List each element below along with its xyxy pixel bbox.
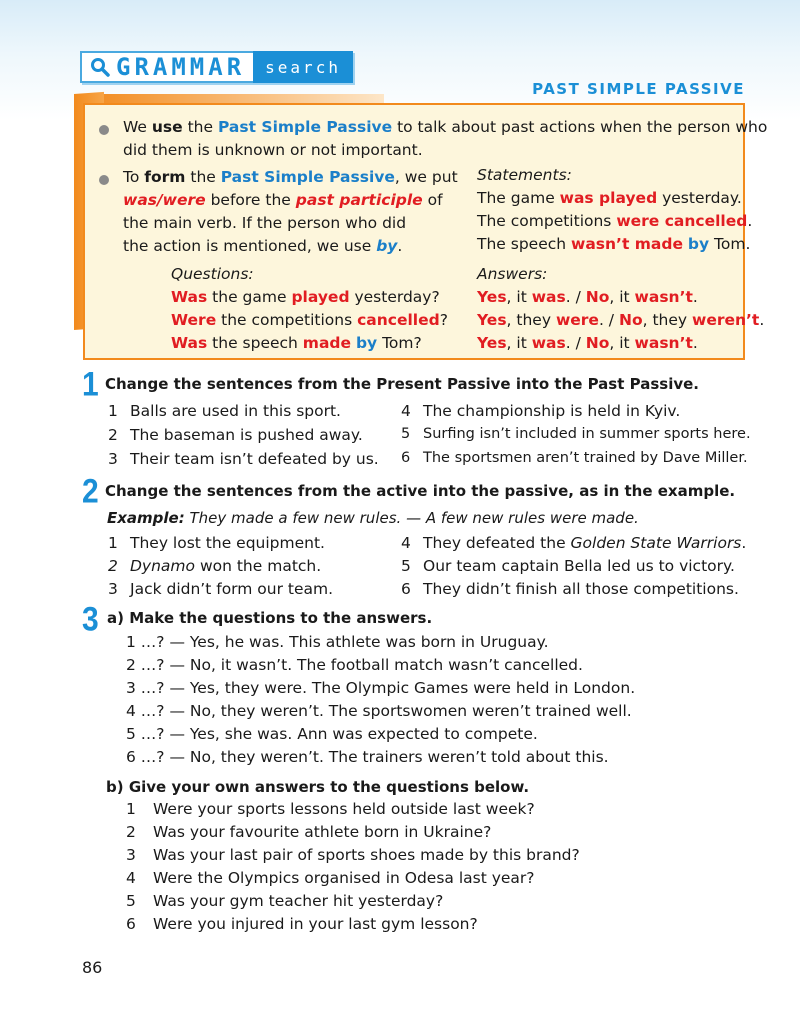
list-item: 6 They didn’t finish all those competitions. xyxy=(401,580,739,598)
exercise-3a-title: a) Make the questions to the answers. xyxy=(107,609,433,627)
exercise-2-number: 2 xyxy=(82,472,99,511)
list-item: 5 …? — Yes, she was. Ann was expected to compete. xyxy=(126,725,538,743)
list-item: 1 Were your sports lessons held outside last week? xyxy=(126,800,535,818)
statements-block: Statements: The game was played yesterday. The competitions were cancelled. The speech wasn’t made by Tom. xyxy=(477,166,753,253)
rule-use: We use the Past Simple Passive to talk about past actions when the person who did them is unknown or not important. xyxy=(123,118,768,159)
exercise-1-title: Change the sentences from the Present Passive into the Past Passive. xyxy=(105,375,699,393)
example-line: Example: They made a few new rules. — A few new rules were made. xyxy=(107,509,639,527)
list-item: 4 …? — No, they weren’t. The sportswomen weren’t trained well. xyxy=(126,702,632,720)
grammar-word: GRAMMAR xyxy=(116,53,246,81)
list-item: 2 The baseman is pushed away. xyxy=(108,426,363,444)
list-item: 4 Were the Olympics organised in Odesa last year? xyxy=(126,869,535,887)
exercise-1-number: 1 xyxy=(82,365,99,404)
list-item: 6 The sportsmen aren’t trained by Dave Miller. xyxy=(401,450,748,466)
exercise-2-title: Change the sentences from the active into the passive, as in the example. xyxy=(105,482,736,500)
list-item: 3 Was your last pair of sports shoes made by this brand? xyxy=(126,846,580,864)
list-item: 4 The championship is held in Kyiv. xyxy=(401,402,681,420)
exercise-3-number: 3 xyxy=(82,600,99,639)
topic-title: PAST SIMPLE PASSIVE xyxy=(532,80,745,98)
rule-form: To form the Past Simple Passive, we put was/were before the past participle of the main verb. If the person who did the action is mentioned, we use by. xyxy=(123,168,458,255)
grammar-search-header xyxy=(80,51,353,83)
list-item: 5 Was your gym teacher hit yesterday? xyxy=(126,892,444,910)
grammar-label-box xyxy=(80,51,253,83)
list-item: 1 …? — Yes, he was. This athlete was born in Uruguay. xyxy=(126,633,549,651)
bullet-icon xyxy=(99,125,109,135)
list-item: 3 …? — Yes, they were. The Olympic Games were held in London. xyxy=(126,679,636,697)
questions-block: Questions: Was the game played yesterday? Were the competitions cancelled? Was the speech made by Tom? xyxy=(171,265,448,352)
search-word: search xyxy=(253,51,353,83)
list-item: 6 …? — No, they weren’t. The trainers weren’t told about this. xyxy=(126,748,609,766)
list-item: 2 Dynamo won the match. xyxy=(108,557,322,575)
list-item: 6 Were you injured in your last gym lesson? xyxy=(126,915,478,933)
answers-block: Answers: Yes, it was. / No, it wasn’t. Yes, they were. / No, they weren’t. Yes, it was. / No, it wasn’t. xyxy=(477,265,765,352)
grammar-rule-box xyxy=(83,103,768,360)
bullet-icon xyxy=(99,175,109,185)
list-item: 1 Balls are used in this sport. xyxy=(108,402,341,420)
list-item: 2 …? — No, it wasn’t. The football match wasn’t cancelled. xyxy=(126,656,583,674)
list-item: 3 Jack didn’t form our team. xyxy=(108,580,334,598)
list-item: 2 Was your favourite athlete born in Ukraine? xyxy=(126,823,492,841)
list-item: 3 Their team isn’t defeated by us. xyxy=(108,450,379,468)
exercise-3b-title: b) Give your own answers to the questions below. xyxy=(106,778,530,796)
list-item: 4 They defeated the Golden State Warriors. xyxy=(401,534,747,552)
search-icon xyxy=(90,57,110,77)
list-item: 5 Our team captain Bella led us to victory. xyxy=(401,557,735,575)
list-item: 5 Surfing isn’t included in summer sports here. xyxy=(401,426,751,442)
list-item: 1 They lost the equipment. xyxy=(108,534,325,552)
page-number: 86 xyxy=(82,958,103,977)
